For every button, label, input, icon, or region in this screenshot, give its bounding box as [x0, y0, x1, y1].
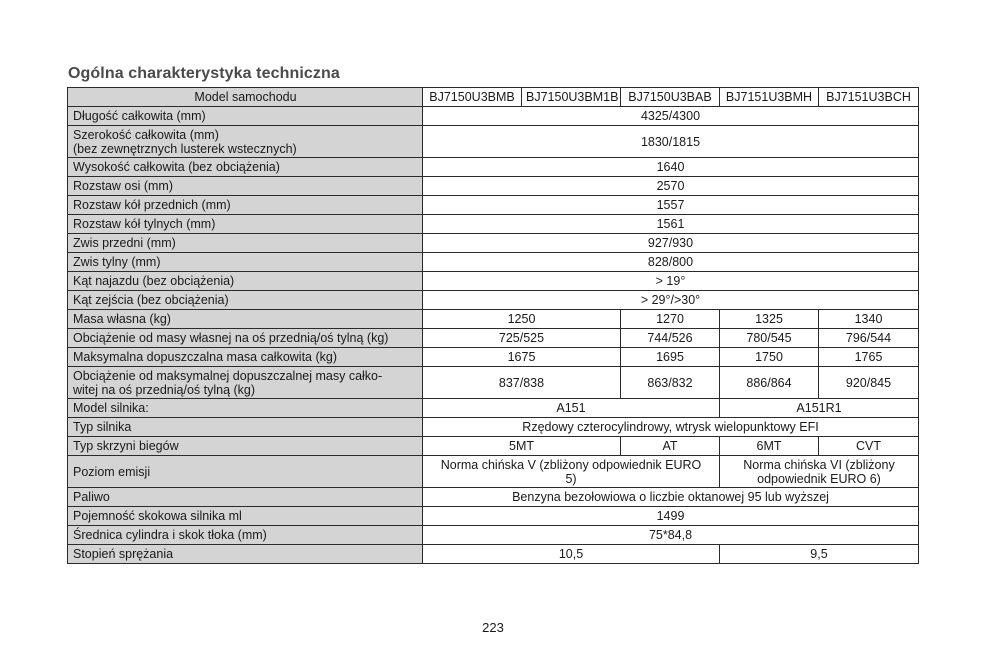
- value-cell: [423, 158, 919, 177]
- value-text: 1561: [656, 217, 685, 231]
- table-row: [68, 367, 919, 399]
- row-label-line: Zwis tylny (mm): [73, 255, 161, 269]
- table-row: [68, 126, 919, 158]
- model-header: BJ7151U3BMH: [720, 88, 819, 107]
- value-cell: [819, 348, 919, 367]
- value-cell: [423, 507, 919, 526]
- table-row: [68, 158, 919, 177]
- row-label-line: Zwis przedni (mm): [73, 236, 176, 250]
- row-label: [68, 329, 423, 348]
- value-text: 725/525: [498, 331, 545, 345]
- table-row: [68, 507, 919, 526]
- row-label-line: Masa własna (kg): [73, 312, 171, 326]
- value-cell: [423, 348, 621, 367]
- value-cell: [423, 234, 919, 253]
- row-label: [68, 272, 423, 291]
- table-row: [68, 348, 919, 367]
- row-label-line: Wysokość całkowita (bez obciążenia): [73, 160, 280, 174]
- row-label: [68, 437, 423, 456]
- row-label-line: Średnica cylindra i skok tłoka (mm): [73, 528, 267, 542]
- value-text: 2570: [656, 179, 685, 193]
- page-number: 223: [482, 620, 504, 635]
- table-row: [68, 196, 919, 215]
- value-cell: [720, 399, 919, 418]
- value-cell: [819, 437, 919, 456]
- table-row: [68, 310, 919, 329]
- value-cell: [423, 253, 919, 272]
- value-text: 1750: [755, 350, 783, 364]
- value-text: 5MT: [509, 439, 534, 453]
- value-cell: [423, 418, 919, 437]
- value-cell: [720, 310, 819, 329]
- row-label: [68, 107, 423, 126]
- row-label: [68, 310, 423, 329]
- value-cell: [423, 456, 720, 488]
- value-cell: [621, 367, 720, 399]
- value-text: Norma chińska V (zbliżony odpowiednik EURO: [440, 457, 702, 472]
- row-label-line: (bez zewnętrznych lusterek wstecznych): [73, 141, 297, 156]
- table-row: [68, 437, 919, 456]
- value-text: 6MT: [756, 439, 782, 453]
- row-label: [68, 253, 423, 272]
- value-text: 1765: [854, 350, 883, 364]
- row-label: [68, 545, 423, 564]
- value-text: 1675: [507, 350, 536, 364]
- value-cell: [423, 367, 621, 399]
- value-cell: [423, 437, 621, 456]
- table-row: [68, 526, 919, 545]
- value-text: Rzędowy czterocylindrowy, wtrysk wielopunktowy EFI: [522, 420, 819, 434]
- table-row: [68, 215, 919, 234]
- value-cell: [423, 196, 919, 215]
- value-text: 927/930: [647, 236, 694, 250]
- value-cell: [819, 310, 919, 329]
- row-label-line: Rozstaw kół tylnych (mm): [73, 217, 216, 231]
- value-cell: [720, 437, 819, 456]
- value-text: 1250: [507, 312, 536, 326]
- value-text: 4325/4300: [640, 109, 701, 123]
- row-label: [68, 291, 423, 310]
- row-label: [68, 177, 423, 196]
- value-text: > 29°/>30°: [640, 293, 701, 307]
- page-title: Ogólna charakterystyka techniczna: [68, 65, 340, 82]
- value-cell: [819, 367, 919, 399]
- value-cell: [720, 367, 819, 399]
- value-text: 1830/1815: [640, 134, 701, 149]
- row-label: [68, 215, 423, 234]
- value-cell: [819, 329, 919, 348]
- row-label: [68, 507, 423, 526]
- value-text: 920/845: [845, 375, 892, 390]
- row-label-line: Rozstaw osi (mm): [73, 179, 174, 193]
- value-text: 1557: [656, 198, 685, 212]
- table-row: [68, 291, 919, 310]
- value-text: AT: [662, 439, 678, 453]
- table-row: [68, 234, 919, 253]
- row-label-line: Pojemność skokowa silnika ml: [73, 509, 242, 523]
- row-label: [68, 456, 423, 488]
- row-label: [68, 418, 423, 437]
- header-label: Model samochodu: [68, 88, 423, 107]
- value-text: 796/544: [845, 331, 892, 345]
- row-label-line: Poziom emisji: [73, 464, 151, 479]
- model-header: BJ7151U3BCH: [819, 88, 919, 107]
- value-cell: [423, 126, 919, 158]
- value-text: 10,5: [558, 547, 584, 561]
- table-row: [68, 107, 919, 126]
- value-text: Norma chińska VI (zbliżony: [743, 457, 895, 472]
- value-cell: [423, 488, 919, 507]
- row-label: [68, 126, 423, 158]
- row-label: [68, 348, 423, 367]
- value-text: 780/545: [746, 331, 792, 345]
- table-row: [68, 456, 919, 488]
- row-label-line: witej na oś przednią/oś tylną (kg): [73, 382, 256, 397]
- row-label-line: Model silnika:: [73, 401, 149, 415]
- table-row: [68, 329, 919, 348]
- model-header: BJ7150U3BM1B: [522, 88, 621, 107]
- value-cell: [720, 456, 919, 488]
- value-cell: [423, 526, 919, 545]
- table-row: [68, 253, 919, 272]
- value-text: 744/526: [647, 331, 693, 345]
- value-cell: [423, 329, 621, 348]
- value-cell: [621, 437, 720, 456]
- model-header: BJ7150U3BAB: [621, 88, 720, 107]
- value-cell: [423, 545, 720, 564]
- value-cell: [423, 272, 919, 291]
- value-text: odpowiednik EURO 6): [757, 471, 881, 486]
- value-text: A151: [556, 401, 586, 415]
- value-text: > 19°: [655, 274, 686, 288]
- value-text: 1325: [755, 312, 783, 326]
- value-cell: [423, 107, 919, 126]
- value-text: 5): [565, 471, 577, 486]
- value-cell: [720, 329, 819, 348]
- value-cell: [423, 399, 720, 418]
- row-label: [68, 367, 423, 399]
- value-text: 75*84,8: [648, 528, 693, 542]
- value-text: A151R1: [796, 401, 842, 415]
- spec-table: [67, 87, 919, 564]
- value-text: 1499: [656, 509, 685, 523]
- value-text: 1270: [656, 312, 684, 326]
- row-label-line: Obciążenie od masy własnej na oś przednią/oś tylną (kg): [73, 331, 389, 345]
- value-text: 828/800: [647, 255, 694, 269]
- row-label: [68, 526, 423, 545]
- value-text: 9,5: [810, 547, 828, 561]
- row-label: [68, 196, 423, 215]
- value-text: Benzyna bezołowiowa o liczbie oktanowej 95 lub wyższej: [512, 490, 829, 504]
- row-label: [68, 399, 423, 418]
- row-label-line: Typ silnika: [73, 420, 132, 434]
- value-cell: [423, 215, 919, 234]
- row-label-line: Długość całkowita (mm): [73, 109, 206, 123]
- table-row: [68, 545, 919, 564]
- row-label-line: Typ skrzyni biegów: [73, 439, 179, 453]
- table-row: [68, 399, 919, 418]
- model-header: BJ7150U3BMB: [423, 88, 522, 107]
- table-row: [68, 418, 919, 437]
- row-label-line: Paliwo: [73, 490, 110, 504]
- value-cell: [423, 177, 919, 196]
- row-label: [68, 488, 423, 507]
- row-label-line: Szerokość całkowita (mm): [73, 127, 219, 142]
- table-row: [68, 177, 919, 196]
- value-text: 863/832: [647, 375, 693, 390]
- value-cell: [720, 348, 819, 367]
- value-cell: [720, 545, 919, 564]
- row-label: [68, 234, 423, 253]
- spec-table-body: [68, 88, 919, 564]
- value-cell: [621, 348, 720, 367]
- row-label-line: Kąt najazdu (bez obciążenia): [73, 274, 235, 288]
- row-label-line: Kąt zejścia (bez obciążenia): [73, 293, 229, 307]
- row-label-line: Maksymalna dopuszczalna masa całkowita (kg): [73, 350, 337, 364]
- value-text: 886/864: [746, 375, 792, 390]
- value-cell: [621, 329, 720, 348]
- value-text: 1695: [656, 350, 684, 364]
- row-label: [68, 158, 423, 177]
- table-row: [68, 488, 919, 507]
- row-label-line: Rozstaw kół przednich (mm): [73, 198, 231, 212]
- header-row: [68, 88, 919, 107]
- value-text: CVT: [856, 439, 881, 453]
- row-label-line: Stopień sprężania: [73, 547, 174, 561]
- value-cell: [621, 310, 720, 329]
- row-label-line: Obciążenie od maksymalnej dopuszczalnej masy całko-: [73, 368, 383, 383]
- value-cell: [423, 291, 919, 310]
- value-cell: [423, 310, 621, 329]
- table-row: [68, 272, 919, 291]
- value-text: 1640: [656, 160, 685, 174]
- value-text: 837/838: [498, 375, 545, 390]
- value-text: 1340: [854, 312, 883, 326]
